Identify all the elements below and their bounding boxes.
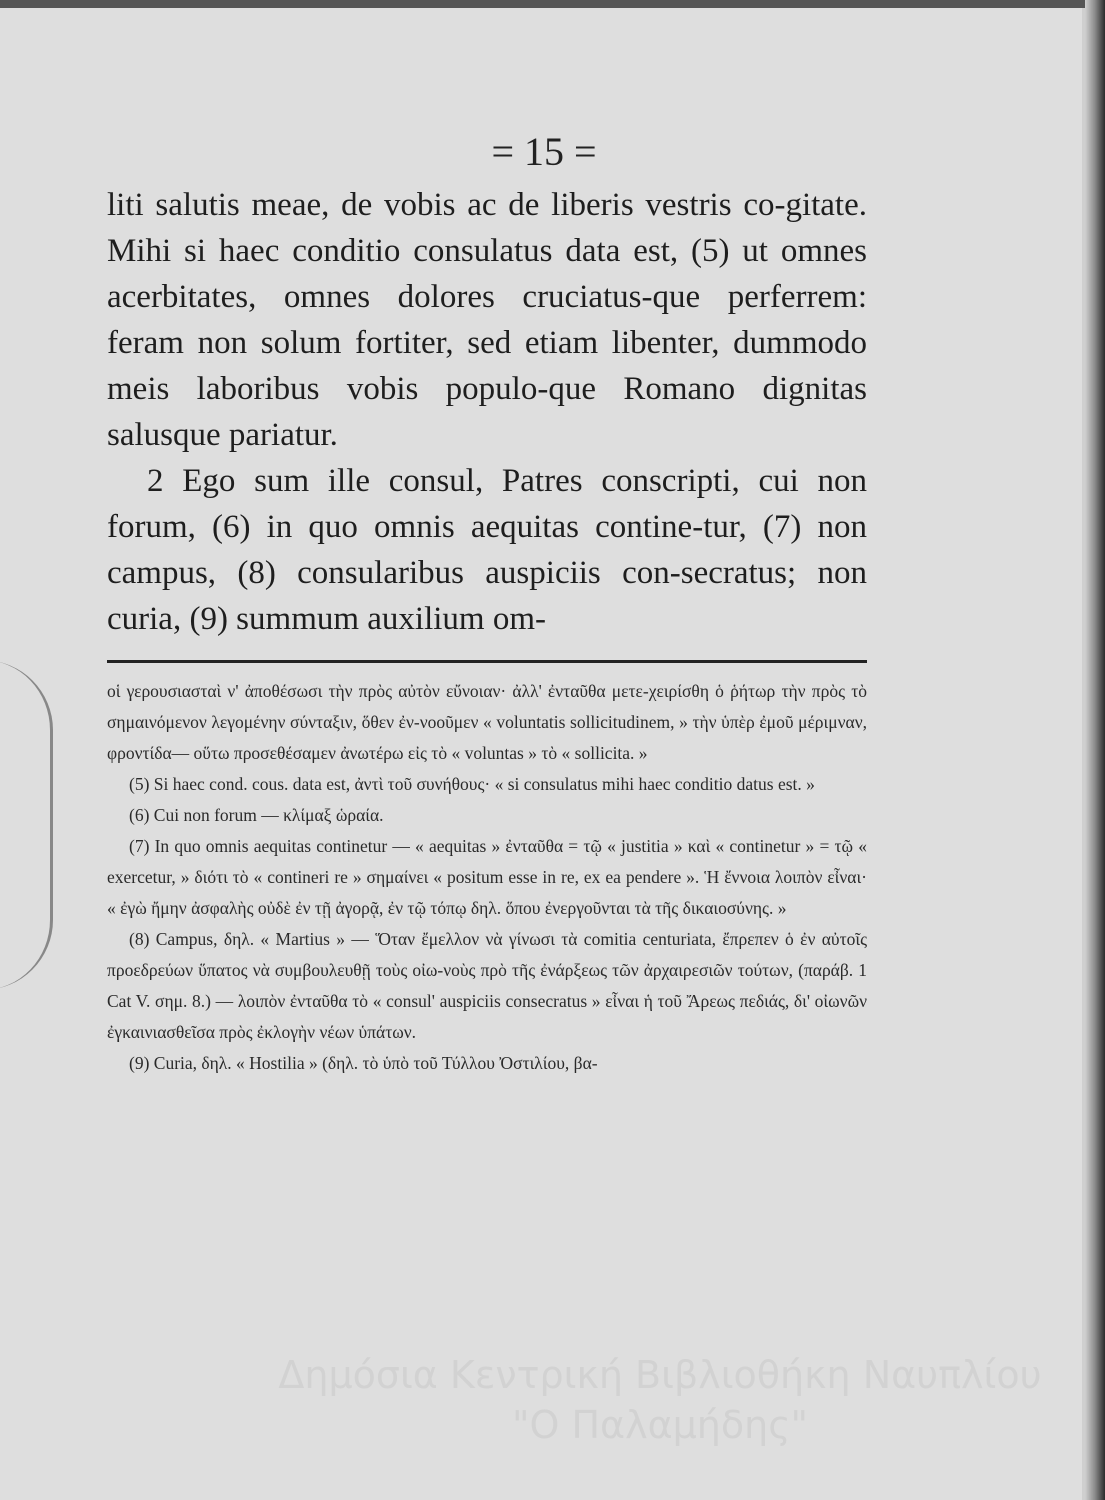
- footnotes: [107, 676, 867, 1079]
- top-border: [0, 0, 1088, 8]
- footnote: (8) Campus, δηλ. « Martius » — Ὅταν ἔμελλον νὰ γίνωσι τὰ comitia centuriata, ἔπρεπεν ὁ ἐν αὐτοῖς προεδρεύων ὕπατος νὰ συμβουλευθῇ τοὺς οἰω-νοὺς πρὸ τῆς ἐνάρξεως τῶν ἀρχαιρεσιῶν τούτων, (παράβ. 1 Cat V. σημ. 8.) — λοιπὸν ἐνταῦθα τὸ « consul' auspiciis consecratus » εἶναι ἡ τοῦ Ἄρεως πεδιάς, δι' οἰωνῶν ἐγκαινιασθεῖσα πρὸς ἐκλογὴν νέων ὑπάτων.: [107, 929, 867, 1042]
- page-edge-shadow: [1085, 0, 1105, 1500]
- page-number: = 15 =: [491, 129, 597, 174]
- paragraph: liti salutis meae, de vobis ac de liberis vestris co-gitate. Mihi si haec conditio consulatus data est, (5) ut omnes acerbitates, omnes dolores cruciatus-que perferrem: feram non solum fortiter, sed etiam libenter, dummodo meis laboribus vobis populo-que Romano dignitas salusque pariatur.: [107, 187, 867, 453]
- footnote: (6) Cui non forum — κλίμαξ ὡραία.: [129, 805, 384, 825]
- watermark-line: Δημόσια Κεντρική Βιβλιοθήκη Ναυπλίου: [278, 1353, 1042, 1397]
- paragraph: 2 Ego sum ille consul, Patres conscripti, cui non forum, (6) in quo omnis aequitas contine-tur, (7) non campus, (8) consularibus auspiciis con-secratus; non curia, (9) summum auxilium om-: [107, 463, 867, 637]
- main-text: [107, 182, 867, 642]
- watermark-line: "Ο Παλαμήδης": [511, 1403, 808, 1447]
- library-watermark: [240, 1350, 1080, 1450]
- footnote: (7) In quo omnis aequitas continetur — « aequitas » ἐνταῦθα = τῷ « justitia » καὶ « continetur » = τῷ « exercetur, » διότι τὸ « contineri re » σημαίνει « positum esse in re, ex ea pendere ». Ἡ ἔννοια λοιπὸν εἶναι· « ἐγὼ ἤμην ἀσφαλὴς οὐδὲ ἐν τῇ ἀγορᾷ, ἐν τῷ τόπῳ δηλ. ὅπου ἐνεργοῦνται τὰ τῆς δικαιοσύνης. »: [107, 836, 867, 918]
- footnote-divider: [107, 660, 867, 663]
- footnote: (5) Si haec cond. cous. data est, ἀντὶ τοῦ συνήθους· « si consulatus mihi haec conditio datus est. »: [129, 774, 815, 794]
- page-curl-mark: [0, 660, 53, 990]
- footnote: οἱ γερουσιασταὶ ν' ἀποθέσωσι τὴν πρὸς αὐτὸν εὔνοιαν· ἀλλ' ἐνταῦθα μετε-χειρίσθη ὁ ῥήτωρ τὴν πρὸς τὸ σημαινόμενον λεγομένην σύνταξιν, ὅθεν ἐν-νοοῦμεν « voluntatis sollicitudinem, » τὴν ὑπὲρ ἐμοῦ μέριμναν, φροντίδα— οὕτω προσεθέσαμεν ἀνωτέρω εἰς τὸ « voluntas » τὸ « sollicita. »: [107, 681, 867, 763]
- footnote: (9) Curia, δηλ. « Hostilia » (δηλ. τὸ ὑπὸ τοῦ Τύλλου Ὀστιλίου, βα-: [129, 1053, 598, 1073]
